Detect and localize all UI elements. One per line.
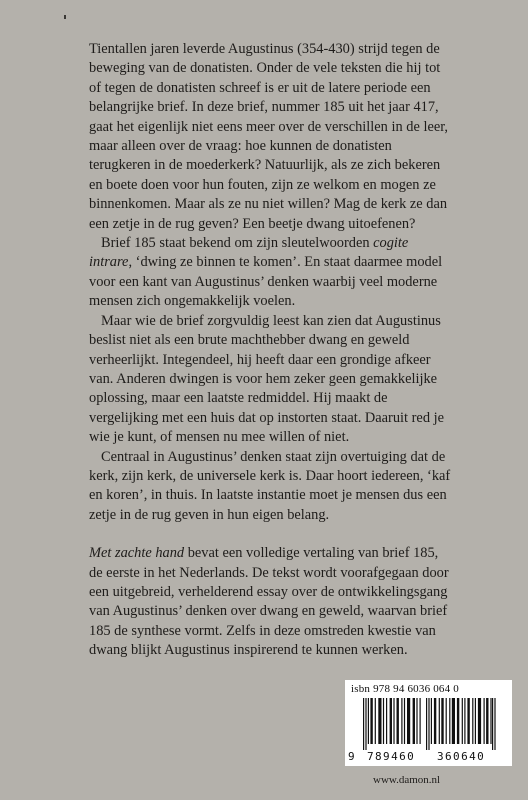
barcode-bar (431, 698, 432, 744)
barcode-bar (484, 698, 485, 744)
barcode-bar (383, 698, 384, 744)
paragraph-careful-reading: Maar wie de brief zorgvuldig leest kan zien dat Augustinus beslist niet als een brute machthebber dwang en geweld verheerlijkt. Integendeel, hij heeft daar een grondige afkeer van. Anderen dwingen is voor hem zeker geen gemakkelijke oplossing, maar een laatste redmiddel. Hij maakt de vergelijking met een huis dat op instorten staat. Daaruit red je wie je kunt, of mensen nu mee willen of niet. (89, 312, 445, 446)
barcode-bar (397, 698, 399, 744)
barcode-digit-first: 9 (348, 750, 355, 763)
barcode-bar (404, 698, 405, 744)
corner-mark (64, 15, 66, 19)
barcode-bar (441, 698, 443, 744)
barcode-bar (370, 698, 372, 744)
isbn-barcode (345, 680, 512, 766)
barcode-bar (467, 698, 469, 744)
barcode-bar (365, 698, 366, 750)
barcode-bar (494, 698, 495, 750)
barcode-digits (345, 750, 512, 764)
barcode-bar (363, 698, 364, 750)
barcode-bar (446, 698, 447, 744)
barcode-bar (375, 698, 376, 744)
isbn-label: isbn 978 94 6036 064 0 (351, 683, 459, 695)
barcode-bar (475, 698, 476, 744)
barcode-bar (452, 698, 455, 744)
barcode-bar (426, 698, 427, 750)
barcode-bar (457, 698, 459, 744)
barcode-bar (407, 698, 410, 744)
paragraph-intro: Tientallen jaren leverde Augustinus (354-430) strijd tegen de beweging van de donatisten. Onder de vele teksten die hij tot of tegen de donatisten schreef is er uit de latere periode een belangrijke brief. In deze brief, nummer 185 uit het jaar 417, gaat het eigenlijk niet eens meer over de verschillen in de leer, maar alleen over de vraag: hoe kunnen de donatisten terugkeren in de moederkerk? Natuurlijk, als ze zich bekeren en boete doen voor hun fouten, zijn ze welkom en mogen ze binnenkomen. Maar als ze nu niet willen? Mag de kerk ze dan een zetje in de rug geven? Een beetje dwang uitoefenen? (89, 41, 449, 232)
book-title: Met zachte hand (89, 545, 185, 562)
barcode-bar (428, 698, 429, 750)
brief-185-text-end: , ‘dwing ze binnen te komen’. En staat daarmee model voor een kant van Augustinus’ denken waarbij veel moderne mensen zich ongemakkelijk voelen. (89, 254, 443, 310)
blurb-text: bevat een volledige vertaling van brief 185, de eerste in het Nederlands. De tekst wordt voorafgegaan door een uitgebreid, verhelderend essay over de ontwikkelingsgang van Augustinus’ denken over dwang en geweld, waarvan brief 185 de synthese vormt. Zelfs in deze omstreden kwestie van dwang blijkt Augustinus inspirerend te kunnen werken. (89, 545, 449, 659)
barcode-bar (439, 698, 440, 744)
barcode-bar (378, 698, 381, 744)
brief-185-text-start: Brief 185 staat bekend om zijn sleutelwoorden (101, 235, 374, 252)
barcode-bar (401, 698, 402, 744)
barcode-bar (420, 698, 421, 744)
barcode-digits-left: 789460 (367, 750, 416, 763)
barcode-bar (478, 698, 481, 744)
back-cover-text (89, 40, 454, 661)
barcode-bar (486, 698, 488, 744)
barcode-bar (390, 698, 392, 744)
barcode-bars (351, 698, 506, 750)
paragraph-brief-185 (89, 234, 454, 312)
barcode-digits-right: 360640 (437, 750, 486, 763)
barcode-bar (434, 698, 436, 744)
barcode-bar (393, 698, 394, 744)
paragraph-book-blurb (89, 544, 454, 660)
brief-185-latin-phrase: cogite intrare (89, 235, 409, 271)
barcode-bar (449, 698, 450, 744)
paragraph-universal-church: Centraal in Augustinus’ denken staat zijn overtuiging dat de kerk, zijn kerk, de universele kerk is. Daar hoort iedereen, ‘kaf en koren’, in thuis. In laatste instantie moet je mensen dus een zetje in de rug geven in hun eigen belang. (89, 448, 451, 523)
barcode-bar (368, 698, 369, 744)
barcode-bar (413, 698, 415, 744)
barcode-bar (464, 698, 465, 744)
barcode-bar (462, 698, 463, 744)
barcode-bar (416, 698, 417, 744)
barcode-bar (386, 698, 387, 744)
barcode-bar (490, 698, 491, 744)
barcode-bar (472, 698, 473, 744)
barcode-bar (492, 698, 493, 750)
publisher-website: www.damon.nl (373, 774, 441, 786)
